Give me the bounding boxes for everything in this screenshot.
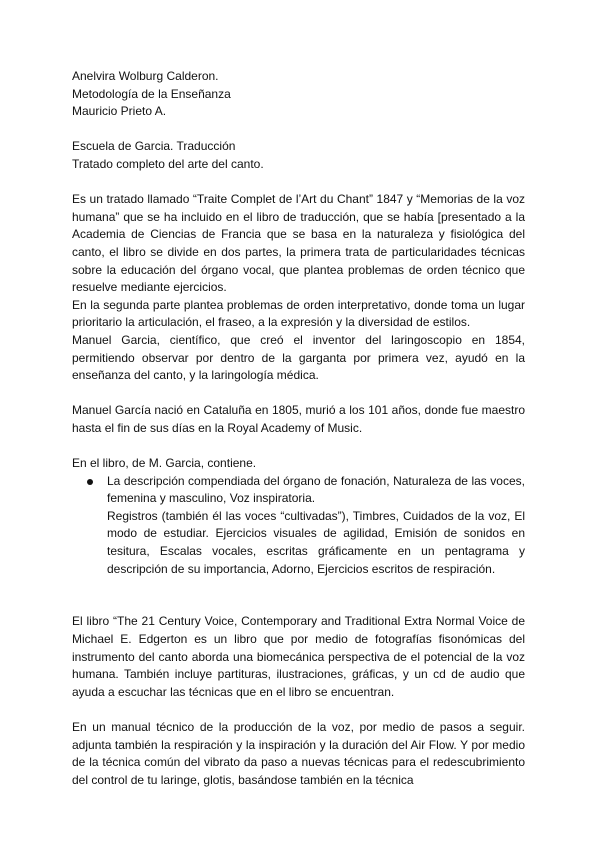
paragraph-manuel-garcia: Manuel Garcia, científico, que creó el inventor del laringoscopio en 1854, permitiendo observar por dentro de la garganta por primera vez, ayudó en la enseñanza del canto, y la laringología médica. [72, 332, 525, 383]
paragraph-biography: Manuel García nació en Cataluña en 1805, murió a los 101 años, donde fue maestro hasta el fin de sus días en la Royal Academy of Music. [72, 403, 525, 435]
list-item-text-continued: Registros (también él las voces “cultivadas”), Timbres, Cuidados de la voz, El modo de estudiar. Ejercicios visuales de agilidad, Emisión de sonidos en tesitura, Escalas vocales, escritas gráficamente en un pentagrama y descripción de su importancia, Adorno, Ejercicios escritos de respiración. [107, 508, 525, 576]
paragraph-edgerton-book: El libro “The 21 Century Voice, Contemporary and Traditional Extra Normal Voice de Michael E. Edgerton es un libro que por medio de fotografías fisonómicas del instrumento del canto aborda una biomecánica perspectiva de el potencial de la voz humana. También incluye partituras, ilustraciones, gráficas, y un cd de audio que ayuda a escuchar las técnicas que en el libro se encuentran. [72, 614, 525, 699]
author-name: Anelvira Wolburg Calderon. [72, 69, 219, 83]
spacer [72, 701, 525, 719]
paragraph-book-contents: En el libro, de M. Garcia, contiene. [72, 456, 257, 471]
spacer [72, 385, 525, 403]
document-subtitle: Escuela de Garcia. Traducción [72, 139, 236, 154]
spacer [72, 578, 525, 613]
paragraph-second-part: En la segunda parte plantea problemas de orden interpretativo, donde toma un lugar prioritario la articulación, el fraseo, a la expresión y la diversidad de estilos. [72, 297, 525, 330]
paragraph-treatise: Es un tratado llamado “Traite Complet de l’Art du Chant” 1847 y “Memorias de la voz humana” que se ha incluido en el libro de traducción, que se había [presentado a la Academia de Ciencias de Francia que se basa en la naturaleza y fisiológica del canto, el libro se divide en dos partes, la primera trata de particularidades técnicas sobre la educación del órgano vocal, que plantea problemas de orden técnico que resuelve mediante ejercicios. [72, 192, 525, 295]
teacher-name: Mauricio Prieto A. [72, 104, 167, 119]
spacer [72, 174, 525, 192]
contents-list [72, 473, 525, 579]
document-title: Tratado completo del arte del canto. [72, 156, 264, 171]
course-name: Metodología de la Enseñanza [72, 86, 231, 101]
list-item-text: La descripción compendiada del órgano de fonación, Naturaleza de las voces, femenina y masculino, Voz inspiratoria. [107, 473, 525, 506]
bullet-icon [87, 479, 93, 485]
spacer [72, 437, 525, 455]
paragraph-technical-manual: En un manual técnico de la producción de la voz, por medio de pasos a seguir. adjunta también la respiración y la inspiración y la duración del Air Flow. Y por medio de la técnica común del vibrato da paso a nuevas técnicas para el redescubrimiento del control de tu laringe, glotis, basándose también en la técnica [72, 719, 525, 787]
spacer [72, 121, 525, 139]
list-item [72, 473, 525, 579]
document-body [72, 68, 525, 789]
